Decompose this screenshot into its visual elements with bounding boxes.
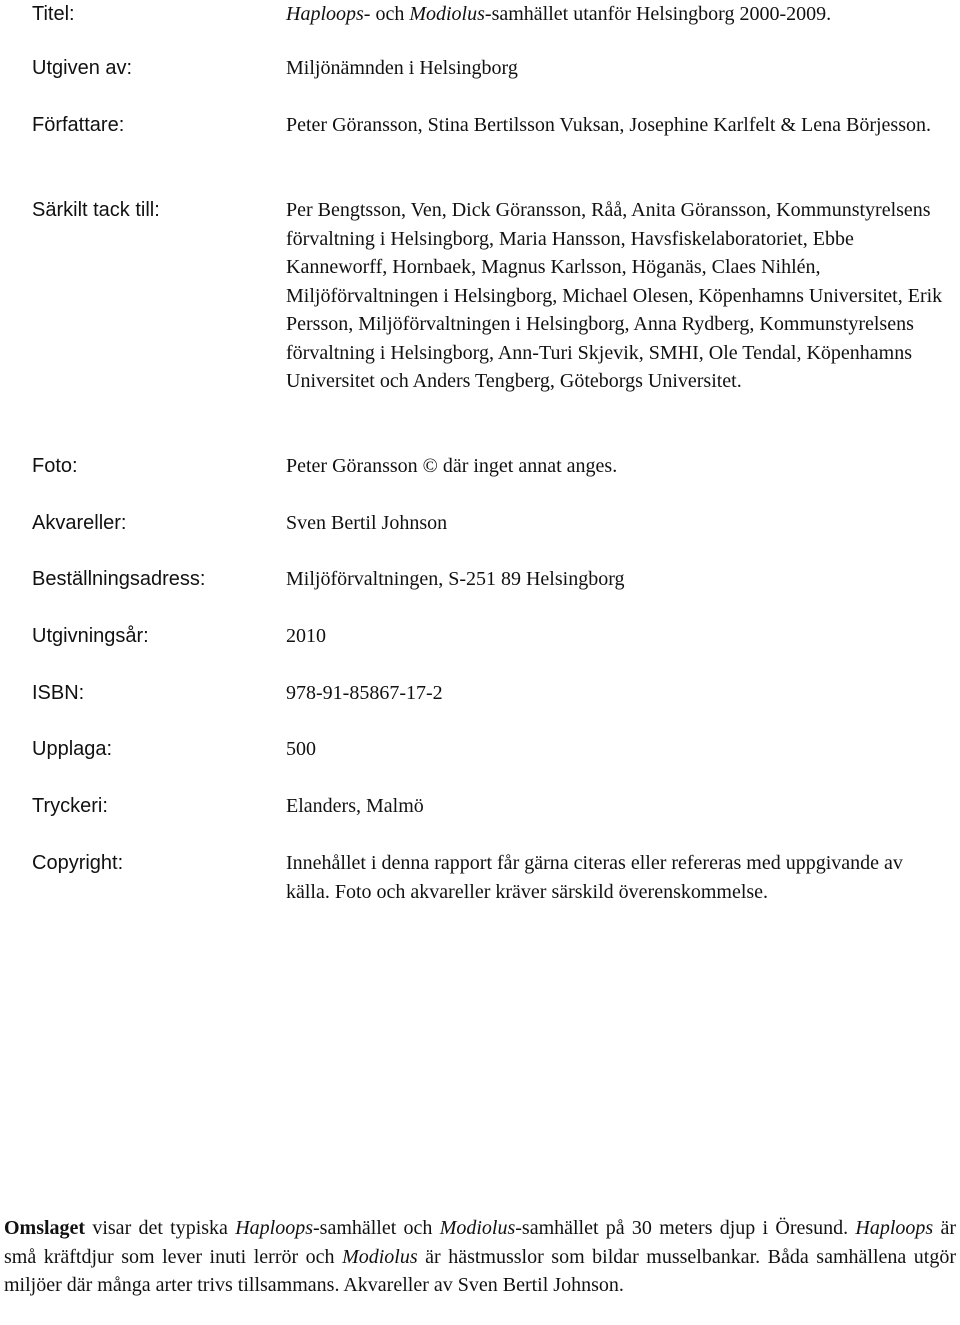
title-value-text-2: -samhället utanför Helsingborg 2000-2009. — [484, 3, 832, 25]
field-watercolors — [0, 509, 960, 537]
photo-value: Peter Göransson © där inget annat anges. — [286, 455, 618, 477]
caption-lead: Omslaget — [4, 1217, 86, 1239]
caption-text-5: är hästmusslor som bildar musselbankar. Båda samhällena utgör miljöer där många arter trivs tillsammans. Akvareller av Sven Bertil Johnson. — [4, 1245, 956, 1296]
order-address-label: Beställningsadress: — [32, 568, 206, 590]
copyright-value: Innehållet i denna rapport får gärna citeras eller refereras med uppgivande av källa. Foto och akvareller kräver särskild överenskommelse. — [286, 852, 903, 903]
field-authors — [0, 111, 960, 139]
edition-label: Upplaga: — [32, 738, 113, 760]
caption-text-3: -samhället på 30 meters djup i Öresund. — [515, 1217, 856, 1239]
isbn-value: 978-91-85867-17-2 — [286, 682, 443, 704]
field-isbn — [0, 679, 960, 707]
caption-text-2: -samhället och — [313, 1217, 440, 1239]
caption-italic-2: Modiolus — [439, 1217, 516, 1239]
year-value: 2010 — [286, 625, 326, 647]
printer-value: Elanders, Malmö — [286, 795, 424, 817]
caption-italic-1: Haploops — [235, 1217, 313, 1239]
caption-text-1: visar det typiska — [85, 1217, 236, 1239]
title-value-italic-1: Haploops — [286, 3, 364, 25]
printer-label: Tryckeri: — [32, 795, 108, 817]
year-label: Utgivningsår: — [32, 625, 149, 647]
title-value-italic-2: Modiolus — [409, 3, 485, 25]
watercolors-label: Akvareller: — [32, 512, 127, 534]
order-address-value: Miljöförvaltningen, S-251 89 Helsingborg — [286, 568, 625, 590]
title-value — [286, 0, 946, 29]
field-order-address — [0, 565, 960, 593]
caption-text-4: är små kräftdjur som lever inuti lerrör och — [4, 1217, 956, 1268]
field-printer — [0, 792, 960, 820]
title-value-text-1: - och — [363, 3, 410, 25]
copyright-label: Copyright: — [32, 852, 124, 874]
publisher-label: Utgiven av: — [32, 57, 133, 79]
publisher-value: Miljönämnden i Helsingborg — [286, 57, 518, 79]
authors-value: Peter Göransson, Stina Bertilsson Vuksan, Josephine Karlfelt & Lena Börjesson. — [286, 114, 931, 136]
field-title — [0, 0, 960, 28]
thanks-value: Per Bengtsson, Ven, Dick Göransson, Råå, Anita Göransson, Kommunstyrelsens förvaltning i Helsingborg, Maria Hansson, Havsfiskelaboratoriet, Ebbe Kanneworff, Hornbaek, Magnus Karlsson, Höganäs, Claes Nihlén, Miljöförvaltningen i Helsingborg, Michael Olesen, Köpenhamns Universitet, Erik Persson, Miljöförvaltningen i Helsingborg, Anna Rydberg, Kommunstyrelsens förvaltning i Helsingborg, Ann-Turi Skjevik, SMHI, Ole Tendal, Köpenhamns Universitet och Anders Tengberg, Göteborgs Universitet. — [286, 199, 943, 392]
field-year — [0, 622, 960, 650]
field-copyright — [0, 849, 960, 903]
caption-italic-4: Modiolus — [342, 1245, 418, 1268]
title-label: Titel: — [32, 3, 75, 25]
caption-italic-3: Haploops — [855, 1217, 934, 1239]
edition-value: 500 — [286, 738, 316, 760]
thanks-label: Särkilt tack till: — [32, 199, 160, 221]
authors-label: Författare: — [32, 114, 125, 136]
field-publisher — [0, 54, 960, 82]
watercolors-value: Sven Bertil Johnson — [286, 512, 448, 534]
field-thanks — [0, 196, 960, 392]
field-edition — [0, 735, 960, 763]
photo-label: Foto: — [32, 455, 78, 477]
isbn-label: ISBN: — [32, 682, 85, 704]
cover-caption — [4, 1214, 956, 1300]
field-photo — [0, 452, 960, 480]
